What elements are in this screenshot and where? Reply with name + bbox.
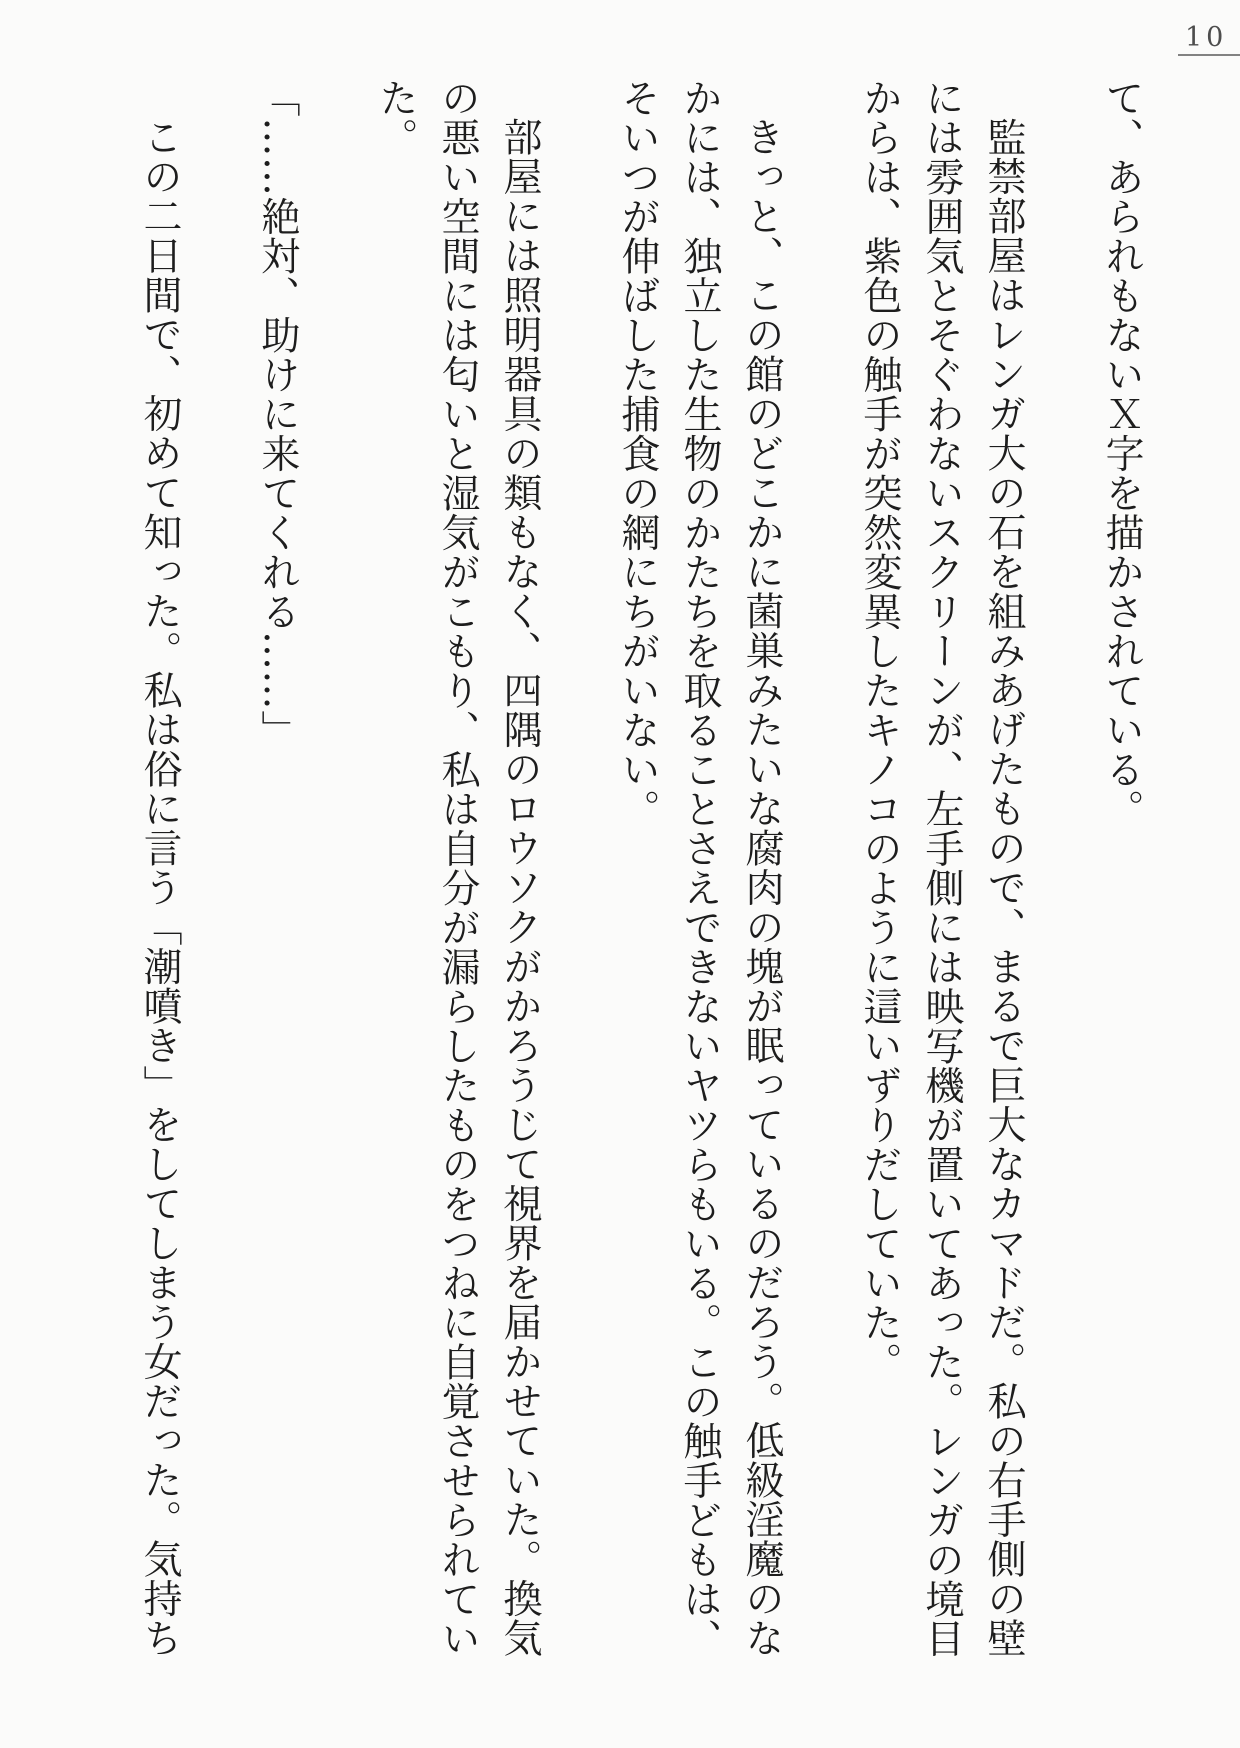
page-number	[1178, 22, 1240, 56]
body-text	[128, 78, 1152, 1666]
page-number-text: 10	[1185, 22, 1228, 53]
paragraph: て、あられもないＸ字を描かされている。	[1099, 78, 1144, 829]
paragraph: 「……絶対、助けに来てくれる……」	[255, 78, 300, 750]
paragraph: 監禁部屋はレンガ大の石を組みあげたもので、まるで巨大なカマドだ。私の右手側の壁には雰囲気とそぐわないスクリーンが、左手側には映写機が置いてあった。レンガの境目からは、紫色の触手が突然変異したキノコのように這いずりだしていた。	[857, 78, 1026, 1658]
paragraph: この二日間で、初めて知った。私は俗に言う「潮噴き」をしてしまう女だった。気持ち	[137, 117, 182, 1658]
paragraph: きっと、この館のどこかに菌巣みたいな腐肉の塊が眠っているのだろう。低級淫魔のなかには、独立した生物のかたちを取ることさえできないヤツらもいる。この触手どもは、そいつが伸ばした捕食の網にちがいない。	[615, 78, 784, 1658]
paragraph: 部屋には照明器具の類もなく、四隅のロウソクがかろうじて視界を届かせていた。換気の悪い空間には匂いと湿気がこもり、私は自分が漏らしたものをつねに自覚させられていた。	[373, 78, 542, 1658]
